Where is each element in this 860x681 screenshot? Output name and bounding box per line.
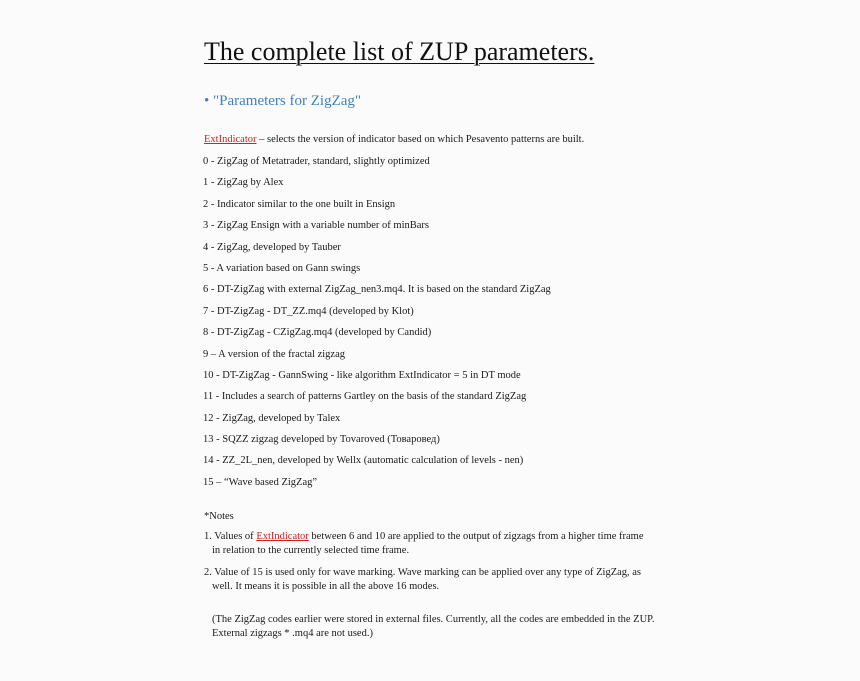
option-item: 12 - ZigZag, developed by Talex — [203, 412, 341, 424]
note-1-prefix: 1. Values of — [204, 531, 257, 542]
note-2 — [204, 566, 664, 594]
extindicator-link[interactable]: ExtIndicator — [204, 134, 257, 145]
page-title: The complete list of ZUP parameters. — [204, 37, 595, 66]
section-heading: • "Parameters for ZigZag" — [204, 93, 362, 109]
note-2-continuation: well. It means it is possible in all the above 16 modes. — [212, 581, 440, 592]
options-list — [203, 153, 551, 495]
option-item: 3 - ZigZag Ensign with a variable number of minBars — [203, 220, 429, 232]
option-item: 8 - DT-ZigZag - CZigZag.mq4 (developed by Candid) — [203, 327, 432, 339]
note-2-text: 2. Value of 15 is used only for wave marking. Wave marking can be applied over any type of ZigZag, as — [204, 567, 642, 578]
option-item: 0 - ZigZag of Metatrader, standard, slightly optimized — [203, 156, 430, 167]
option-item: 6 - DT-ZigZag with external ZigZag_nen3.mq4. It is based on the standard ZigZag — [203, 284, 551, 296]
option-item: 15 – “Wave based ZigZag” — [203, 476, 318, 488]
option-item: 2 - Indicator similar to the one built in Ensign — [203, 198, 396, 210]
note-1-extindicator-link[interactable]: ExtIndicator — [256, 531, 309, 542]
option-item: 13 - SQZZ zigzag developed by Tovaroved (Товаровед) — [203, 434, 440, 446]
intro-text: – selects the version of indicator based on which Pesavento patterns are built. — [256, 134, 585, 145]
intro-paragraph — [204, 132, 584, 148]
option-item: 14 - ZZ_2L_nen, developed by Wellx (automatic calculation of levels - nen) — [203, 455, 524, 467]
option-item: 9 – A version of the fractal zigzag — [203, 348, 345, 360]
option-item: 5 - A variation based on Gann swings — [203, 262, 361, 274]
note-1 — [204, 530, 664, 558]
option-item: 4 - ZigZag, developed by Tauber — [203, 241, 341, 253]
notes-heading: *Notes — [204, 511, 234, 522]
option-item: 1 - ZigZag by Alex — [203, 177, 284, 189]
option-item: 7 - DT-ZigZag - DT_ZZ.mq4 (developed by Klot) — [203, 305, 414, 317]
parenthetical-note: (The ZigZag codes earlier were stored in external files. Currently, all the codes are embedded in the ZUP. External zigzags * .mq4 are not used.) — [212, 614, 655, 639]
option-item: 11 - Includes a search of patterns Gartley on the basis of the standard ZigZag — [203, 391, 527, 403]
option-item: 10 - DT-ZigZag - GannSwing - like algorithm ExtIndicator = 5 in DT mode — [203, 369, 521, 381]
note-1-text: between 6 and 10 are applied to the output of zigzags from a higher time frame — [308, 531, 644, 542]
note-1-continuation: in relation to the currently selected time frame. — [212, 545, 410, 556]
